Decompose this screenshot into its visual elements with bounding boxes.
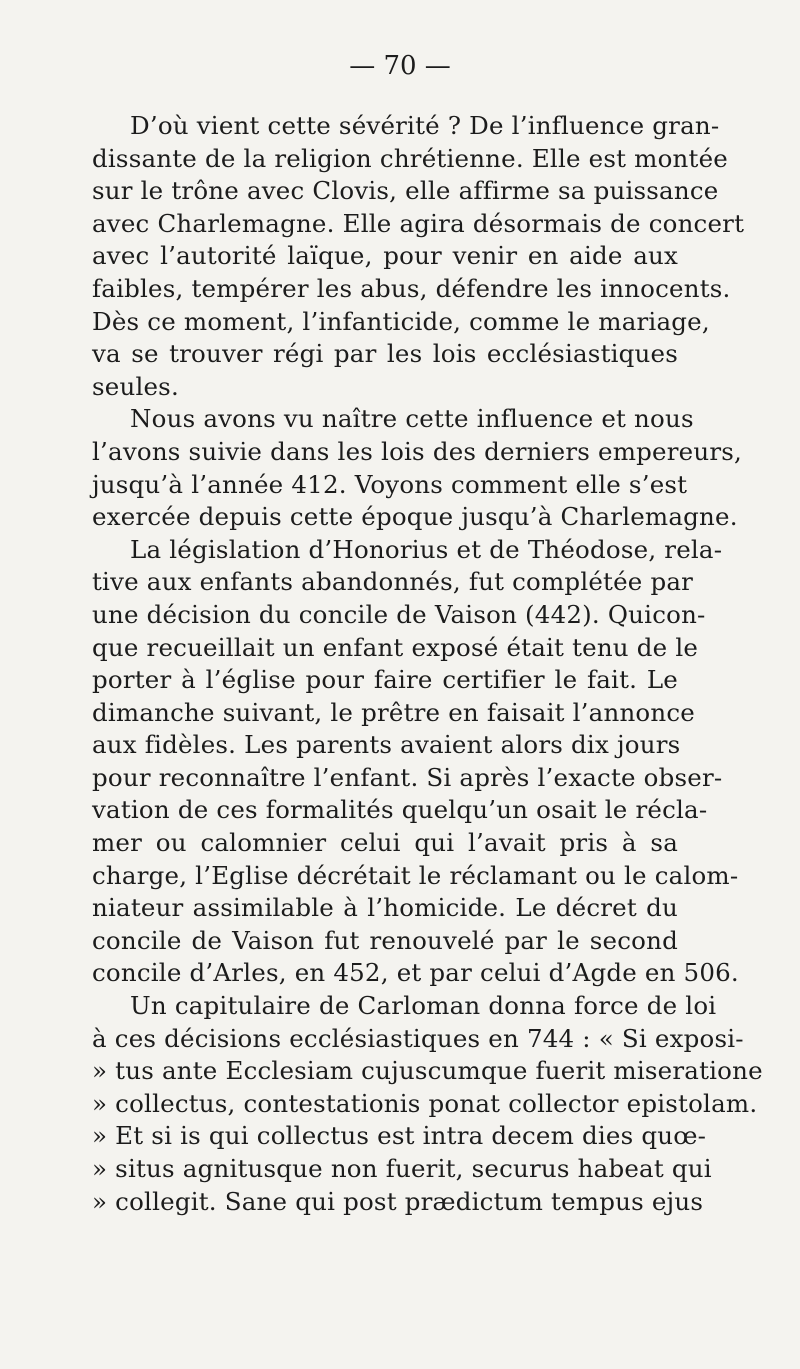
text-line: va se trouver régi par les lois ecclésiastiques: [92, 339, 678, 369]
body-text: [92, 110, 763, 1218]
text-line: dissante de la religion chrétienne. Elle est montée: [92, 143, 728, 173]
text-line: La législation d’Honorius et de Théodose, rela-: [130, 534, 723, 564]
text-line: avec Charlemagne. Elle agira désormais de concert: [92, 208, 745, 238]
paragraph: [92, 403, 743, 533]
text-line: aux fidèles. Les parents avaient alors dix jours: [92, 730, 681, 760]
paragraph: [92, 534, 739, 990]
text-line: seules.: [92, 371, 179, 401]
text-line: » Et si is qui collectus est intra decem dies quœ-: [92, 1121, 707, 1151]
text-line: dimanche suivant, le prêtre en faisait l’annonce: [92, 697, 695, 727]
text-line: » collegit. Sane qui post prædictum tempus ejus: [92, 1186, 704, 1216]
text-line: mer ou calomnier celui qui l’avait pris à sa: [92, 828, 678, 858]
paragraph: [92, 110, 745, 403]
text-line: exercée depuis cette époque jusqu’à Charlemagne.: [92, 502, 738, 532]
text-line: l’avons suivie dans les lois des derniers empereurs,: [92, 436, 743, 466]
text-line: sur le trône avec Clovis, elle affirme sa puissance: [92, 176, 719, 206]
text-line: vation de ces formalités quelqu’un osait le récla-: [92, 795, 708, 825]
text-line: charge, l’Eglise décrétait le réclamant ou le calom-: [92, 860, 739, 890]
paragraph: [92, 990, 763, 1218]
text-line: D’où vient cette sévérité ? De l’influence gran-: [130, 111, 720, 140]
text-line: Un capitulaire de Carloman donna force de loi: [130, 991, 717, 1021]
text-line: pour reconnaître l’enfant. Si après l’exacte obser-: [92, 762, 723, 792]
text-line: Nous avons vu naître cette influence et nous: [130, 404, 694, 434]
text-line: » collectus, contestationis ponat collector epistolam.: [92, 1088, 758, 1118]
text-line: à ces décisions ecclésiastiques en 744 : « Si exposi-: [92, 1023, 744, 1053]
text-line: » tus ante Ecclesiam cujuscumque fuerit miseratione: [92, 1056, 763, 1086]
text-line: tive aux enfants abandonnés, fut complétée par: [92, 567, 694, 597]
text-line: » situs agnitusque non fuerit, securus habeat qui: [92, 1154, 712, 1183]
text-line: avec l’autorité laïque, pour venir en aide aux: [92, 241, 678, 271]
text-line: Dès ce moment, l’infanticide, comme le mariage,: [92, 306, 710, 336]
text-line: jusqu’à l’année 412. Voyons comment elle s’est: [92, 469, 688, 499]
page-number: — 70 —: [349, 51, 451, 81]
text-line: une décision du concile de Vaison (442). Quicon-: [92, 599, 706, 629]
text-line: concile d’Arles, en 452, et par celui d’Agde en 506.: [92, 958, 739, 988]
text-line: faibles, tempérer les abus, défendre les innocents.: [92, 273, 731, 303]
text-line: porter à l’église pour faire certifier le fait. Le: [92, 665, 678, 695]
text-line: concile de Vaison fut renouvelé par le second: [92, 925, 678, 955]
text-line: niateur assimilable à l’homicide. Le décret du: [92, 893, 678, 923]
text-line: que recueillait un enfant exposé était tenu de le: [92, 632, 699, 662]
